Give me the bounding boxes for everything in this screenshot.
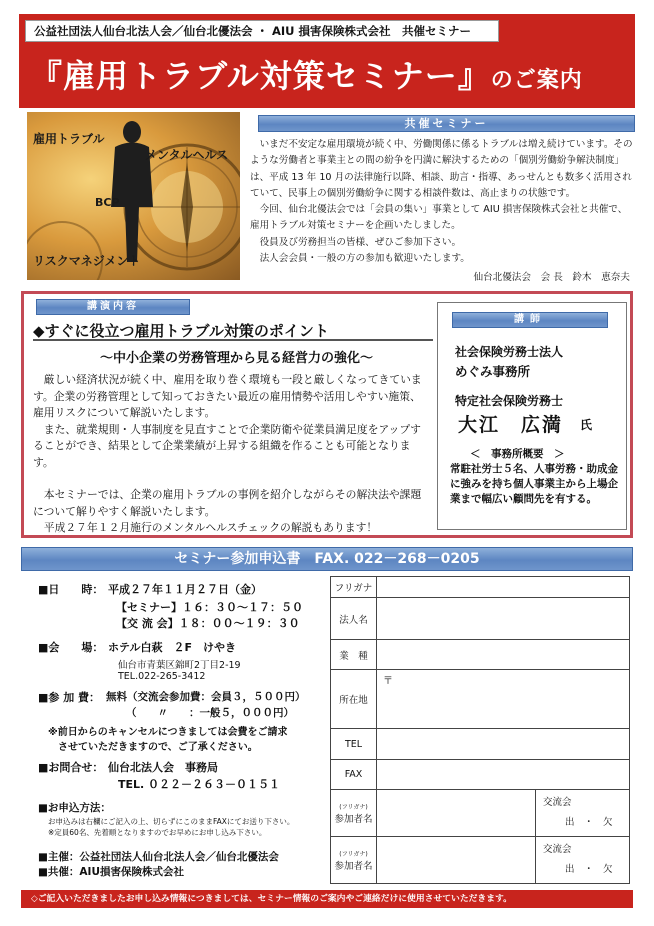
page-title	[30, 48, 630, 104]
intro-paragraph: 今回、仙台北優法会では「会員の集い」事業として AIU 損害保険株式会社と共催で、雇用トラブル対策セミナーを企画いたしました。	[250, 204, 628, 232]
hero-image	[27, 112, 240, 280]
lecturer-honorific: 氏	[580, 418, 593, 432]
intro-paragraph: 法人会会員・一般の方の参加も歓迎いたします。	[259, 253, 470, 265]
venue-address: 仙台市青葉区錦町2丁目2-19	[118, 660, 241, 671]
content-paragraph: 厳しい経済状況が続く中、雇用を取り巻く環境も一段と厳しくなってきています。企業の労務管理として知っておきたい最近の雇用情勢や活用しやすい施策、雇用リスクについて解説いたします。	[33, 373, 422, 419]
date-label: ■日 時：	[38, 583, 104, 596]
title-main: 『雇用トラブル対策セミナー』	[30, 57, 491, 95]
form-label: FAX	[331, 760, 377, 789]
contact-value: 仙台北法人会 事務局	[108, 761, 218, 774]
form-label: 法人名	[331, 598, 377, 639]
attendee-label: 参加者名	[334, 813, 373, 825]
content-paragraph: また、就業規則・人事制度を見直すことで企業防衛や従業員満足度をアップすることができ、結果として企業業績が上昇する組織を作ることも可能となります。	[33, 422, 421, 469]
contact-tel: TEL. ０２２－２６３－０１５１	[118, 778, 281, 791]
application-bar: セミナー参加申込書 FAX. 022－268－0205	[21, 547, 633, 571]
intro-heading: 共催セミナー	[258, 115, 635, 132]
attend-options[interactable]: 出 ・ 欠	[565, 864, 613, 875]
content-text	[33, 372, 427, 537]
form-row-industry[interactable]	[331, 640, 629, 670]
privacy-footer: ◇ご記入いただきましたお申し込み情報につきましては、セミナー情報のご案内やご連絡だけに使用させていただきます。	[21, 890, 633, 908]
form-label: 所在地	[331, 670, 377, 728]
cancel-note: させていただきますので、ご了承ください。	[58, 742, 258, 753]
host-line: ■主催：公益社団法人仙台北法人会／仙台北優法会	[38, 851, 279, 863]
content-heading: ◆すぐに役立つ雇用トラブル対策のポイント	[33, 321, 433, 341]
form-row-furigana[interactable]	[331, 577, 629, 598]
fee-line2: （ 〃 ：一般５，０００円）	[126, 707, 294, 719]
form-row-attendee-2[interactable]	[331, 837, 629, 883]
column-divider	[535, 837, 536, 883]
attendee-furigana-label: (フリガナ)	[339, 803, 368, 811]
form-label: TEL	[331, 729, 377, 759]
party-label: 交流会	[543, 844, 572, 855]
attendee-furigana-label: (フリガナ)	[339, 850, 368, 858]
venue-value: ホテル白萩 ２F けやき	[108, 641, 236, 654]
form-row-fax[interactable]	[331, 760, 629, 790]
intro-paragraph: 役員及び労務担当の皆様、ぜひご参加下さい。	[259, 236, 462, 248]
title-suffix: のご案内	[490, 68, 583, 93]
hero-word: BCP	[95, 196, 120, 209]
form-label	[331, 837, 377, 883]
lecturer-tab: 講師	[452, 312, 608, 328]
fee-label: ■参 加 費：	[38, 691, 101, 704]
content-paragraph: 平成２７年１２月施行のメンタルヘルスチェックの解説もあります！	[43, 521, 378, 534]
attend-options[interactable]: 出 ・ 欠	[565, 817, 613, 828]
form-row-company[interactable]	[331, 598, 629, 640]
hero-word: メンタルヘルス	[145, 148, 229, 162]
intro-signature: 仙台北優法会 会 長 鈴木 恵奈夫	[473, 272, 630, 283]
postal-mark: 〒	[383, 676, 393, 687]
cancel-note: ※前日からのキャンセルにつきましては会費をご請求	[48, 727, 288, 738]
cohost-line: ■共催：AIU損害保険株式会社	[38, 866, 184, 878]
form-label: 業 種	[331, 640, 377, 669]
column-divider	[535, 790, 536, 836]
party-label: 交流会	[543, 797, 572, 808]
apply-method-note: お申込みは右欄にご記入の上、切らずにこのままFAXにてお送り下さい。	[48, 817, 295, 826]
hero-word: リスクマネジメント	[33, 254, 141, 268]
fee-line1: 無料（交流会参加費：会員３，５００円）	[106, 691, 306, 703]
hero-word: 雇用トラブル	[33, 132, 105, 146]
form-row-address[interactable]	[331, 670, 629, 729]
form-row-tel[interactable]	[331, 729, 629, 760]
attendee-label: 参加者名	[334, 860, 373, 872]
intro-paragraph: いまだ不安定な雇用環境が続く中、労働関係に係るトラブルは増え続けています。そのような労働者と事業主との間の紛争を円満に解決するための「個別労働紛争解決制度」は、平成 13 年 10 月の法律施行以降、相談、助言・指導、あっせんとも数多く活用されていて、民事上の個別労働紛争に関する相談件数は、高止まりの状態です。	[250, 139, 633, 199]
event-details	[38, 581, 328, 881]
venue-tel: TEL.022-265-3412	[118, 671, 206, 682]
content-tab: 講演内容	[36, 299, 190, 315]
party-time: 【交 流 会】１８：００～１９：３０	[116, 617, 300, 630]
form-label: フリガナ	[331, 577, 377, 597]
content-subheading: ～中小企業の労務管理から見る経営力の強化～	[100, 351, 374, 366]
form-label	[331, 790, 377, 836]
intro-text	[250, 137, 635, 267]
form-row-attendee-1[interactable]	[331, 790, 629, 837]
lecturer-office: めぐみ事務所	[455, 364, 531, 379]
lecturer-name: 大江 広満	[458, 414, 564, 436]
contact-label: ■お問合せ：	[38, 761, 104, 774]
office-overview-heading: ＜ 事務所概要 ＞	[470, 448, 565, 460]
apply-method-note: ※定員60名、先着順となりますのでお早めにお申し込み下さい。	[48, 828, 267, 837]
lecturer-org: 社会保険労務士法人	[455, 345, 564, 359]
lecturer-title: 特定社会保険労務士	[455, 394, 564, 408]
organizer-line: 公益社団法人仙台北法人会／仙台北優法会 ・ AIU 損害保険株式会社 共催セミナー	[25, 20, 499, 42]
venue-label: ■会 場：	[38, 641, 104, 654]
date-value: 平成２７年１１月２７日（金）	[108, 583, 262, 596]
apply-method-label: ■お申込方法：	[38, 802, 111, 814]
office-overview-text: 常駐社労士５名、人事労務・助成金に強みを持ち個人事業主から上場企業まで幅広い顧問先を有する。	[450, 463, 618, 505]
content-paragraph: 本セミナーでは、企業の雇用トラブルの事例を紹介しながらその解決法や課題について解りやすく解説いたします。	[33, 488, 422, 518]
seminar-time: 【セミナー】１６：３０～１７：５０	[116, 601, 303, 614]
application-form	[330, 576, 630, 884]
